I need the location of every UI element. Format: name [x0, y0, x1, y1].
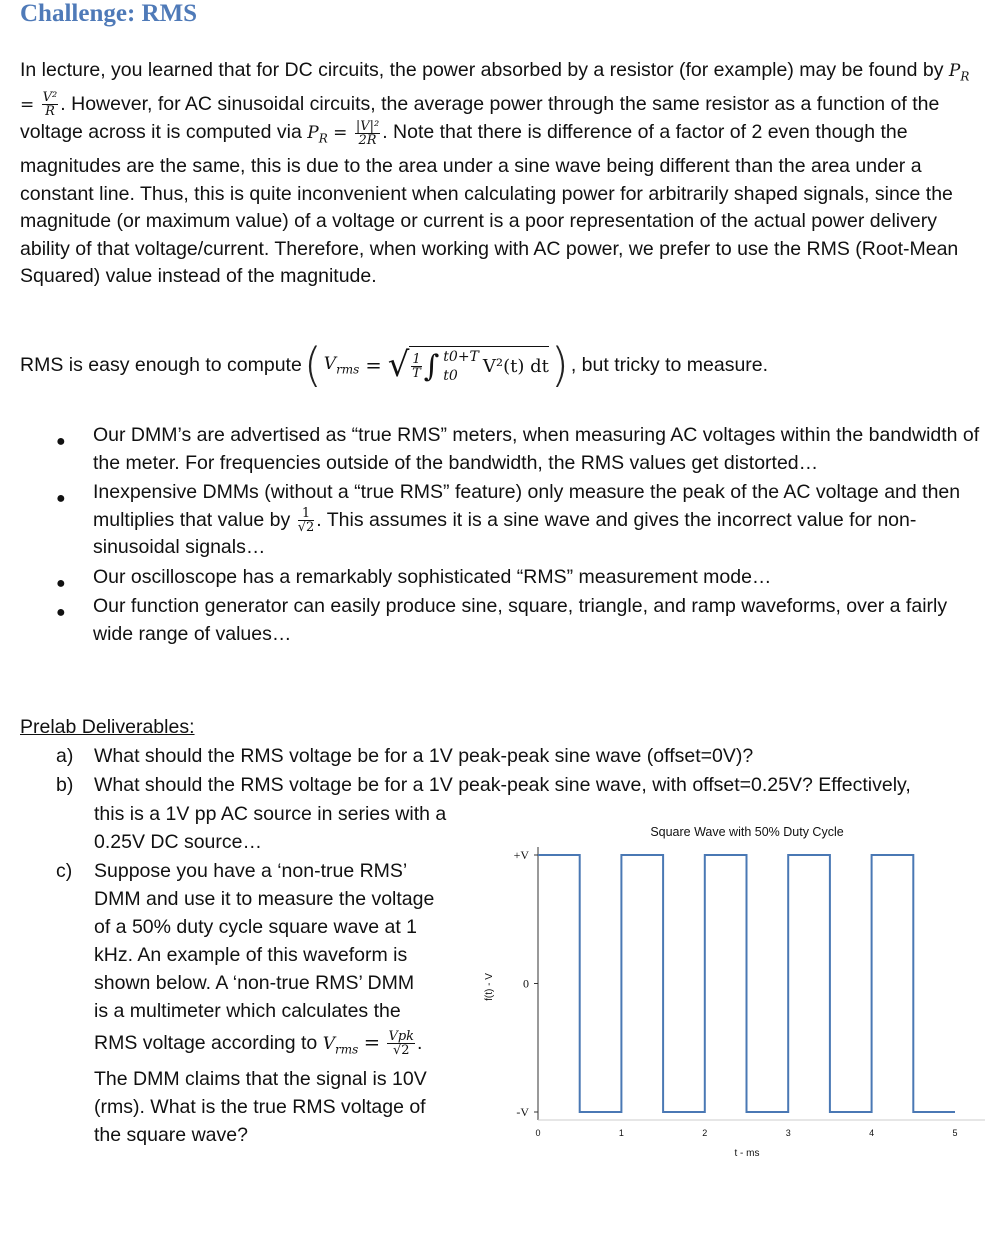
- one-over-root2: $\frac{1}{√2}$: [297, 505, 315, 535]
- rms-after-text: , but tricky to measure.: [570, 353, 769, 376]
- close-paren: ): [550, 338, 569, 392]
- radical-sign: √: [387, 345, 410, 385]
- bullet-dot-icon: ●: [56, 490, 66, 507]
- list-item: ● Our DMM’s are advertised as “true RMS” meters, when measuring AC voltages within the bandwidth of the meter. For frequencies outside of the bandwidth, the RMS values get distorted…: [56, 424, 980, 474]
- intro-s1a: In lecture, you learned that for DC circuits, the power absorbed by a resistor (for example) may be found by: [20, 59, 944, 81]
- integral-sign: ∫: [423, 349, 440, 384]
- integral-limits: t0+T t0: [443, 348, 479, 384]
- page-title: Challenge: RMS: [20, 0, 198, 27]
- x-axis-label: t - ms: [734, 1148, 760, 1159]
- deliverable-c: c) Suppose you have a ‘non-true RMS’ DMM and use it to measure the voltage of a 50% duty cycle square wave at 1 kHz. An example of this waveform is shown below. A ‘non-true RMS’ DMM is a multimeter which calculates the RMS voltage according to $V_{rms}$ = $\frac{\text{Vpk}}{√2}$ . The DMM claims that the signal is 10V (rms). What is the true RMS voltage of the square wave?: [56, 860, 435, 1146]
- intro-s1c: . Note that there is difference of a factor of 2 even though the magnitudes are the same, this is due to the area under a sine wave being different than the area under a constant line. Thus, this is quite inconvenient when calculating power for arbitrarily shaped signals, since the magnitude (or maximum value) of a voltage or current is a poor representation of the actual power delivery ability of that voltage/current. Therefore, when working with AC power, we prefer to use the RMS (Root-Mean Squared) value instead of the magnitude.: [20, 121, 959, 288]
- deliverable-a: a) What should the RMS voltage be for a 1V peak-peak sine wave (offset=0V)?: [56, 745, 754, 767]
- intro-paragraph: [20, 57, 985, 291]
- rms-formula-line: [20, 340, 985, 390]
- bullet-list: [56, 422, 986, 650]
- pr-symbol: $P_R$: [948, 61, 970, 84]
- equals-sign: =: [20, 94, 35, 115]
- y-tick-label: -V: [516, 1105, 529, 1119]
- list-item: ● Our oscilloscope has a remarkably sophisticated “RMS” measurement mode…: [56, 564, 986, 592]
- list-item: ● Inexpensive DMMs (without a “true RMS” feature) only measure the peak of the AC voltage and then multiplies that value by $\frac{1}{√2}$ . This assumes it is a sine wave and gives the incorrect value for non-sinusoidal signals…: [56, 481, 961, 558]
- square-wave-chart: [465, 815, 990, 1175]
- c-equation-line: RMS voltage according to $V_{rms}$ = $\frac{\text{Vpk}}{√2}$ .: [94, 1029, 423, 1059]
- rms-before-text: RMS is easy enough to compute: [20, 353, 302, 376]
- x-tick-label: 4: [869, 1128, 875, 1138]
- x-tick-label: 1: [618, 1128, 624, 1138]
- bullet-dot-icon: ●: [56, 574, 66, 592]
- ac-power-fraction: $\frac{\text{|V|²}}{2R}$: [355, 118, 380, 148]
- list-item: ● Our function generator can easily produce sine, square, triangle, and ramp waveforms, over a fairly wide range of values…: [56, 595, 948, 645]
- intro-s1b: . However, for AC sinusoidal circuits, the average power through the same resistor as a function of the voltage across it is computed via: [20, 92, 940, 144]
- square-wave-line: [538, 855, 955, 1112]
- x-tick-label: 5: [952, 1128, 958, 1138]
- equals-sign-2: =: [333, 123, 348, 144]
- chart-title: Square Wave with 50% Duty Cycle: [650, 825, 844, 839]
- x-tick-label: 3: [785, 1128, 791, 1138]
- bullet-dot-icon: ●: [56, 433, 66, 450]
- y-axis-label: f(t) - V: [484, 973, 495, 1001]
- x-tick-label: 0: [535, 1128, 541, 1138]
- y-tick-label: +V: [513, 848, 529, 862]
- x-tick-label: 2: [702, 1128, 708, 1138]
- pr-symbol-2: $P_R$: [307, 123, 328, 146]
- y-tick-label: 0: [523, 976, 529, 991]
- open-paren: (: [303, 338, 322, 392]
- bullet-dot-icon: ●: [56, 604, 66, 621]
- sqrt-expression: [388, 345, 549, 385]
- vrms-symbol: $V_{rms}$: [323, 353, 360, 377]
- deliverable-b: b) What should the RMS voltage be for a 1V peak-peak sine wave, with offset=0.25V? Effectively, this is a 1V pp AC source in series with a 0.25V DC source…: [56, 774, 911, 853]
- integrand: V²(t) dt: [482, 356, 549, 377]
- one-over-t: $\frac{1}{T}$: [412, 352, 421, 381]
- rms-equals: =: [365, 353, 382, 377]
- dc-power-fraction: $\frac{\text{V²}}{R}$: [42, 90, 58, 120]
- deliverables-heading: Prelab Deliverables:: [20, 716, 195, 738]
